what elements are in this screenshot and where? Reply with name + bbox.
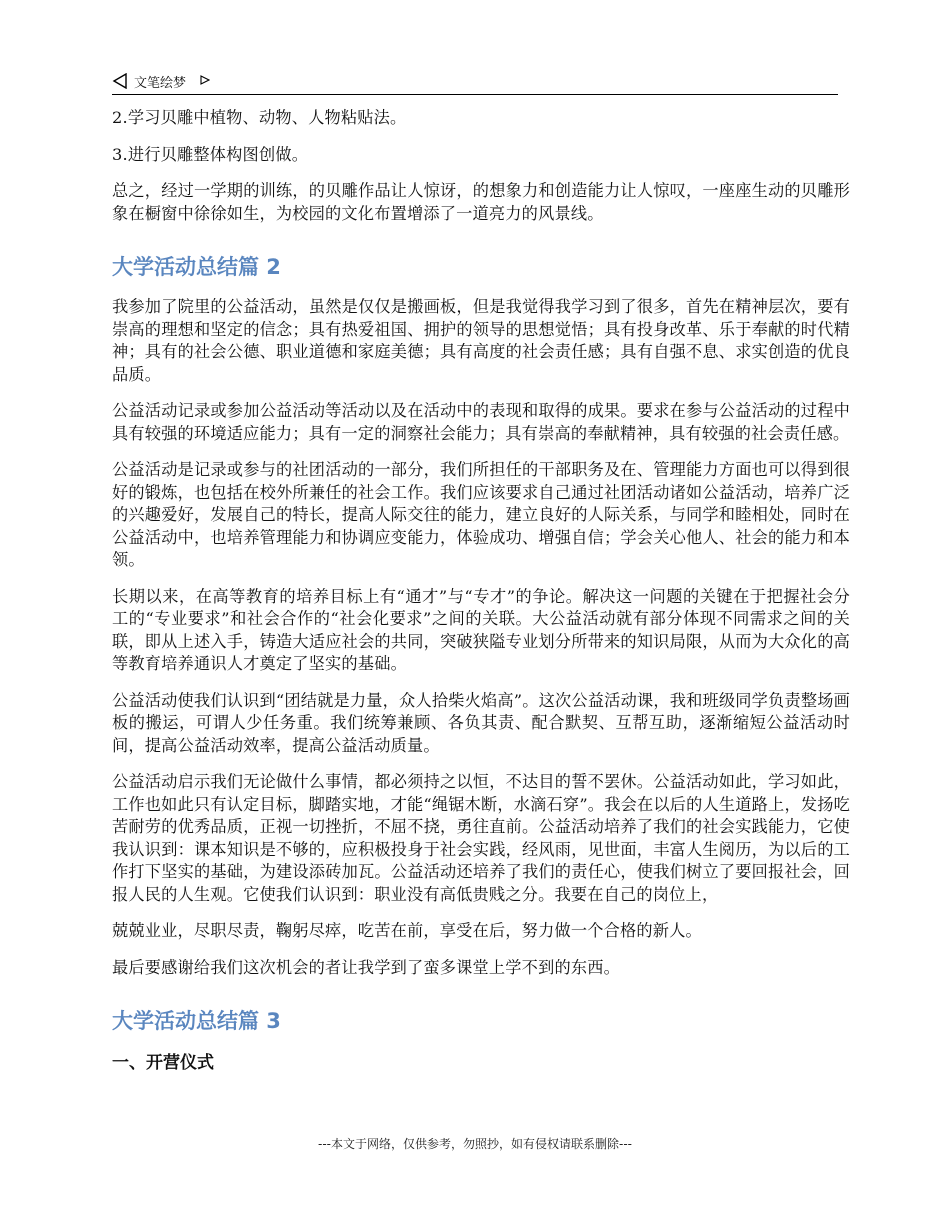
section-2-paragraph: 我参加了院里的公益活动，虽然是仅仅是搬画板，但是我觉得我学习到了很多，首先在精神层次，要有崇高的理想和坚定的信念；具有热爱祖国、拥护的领导的思想觉悟；具有投身改革、乐于奉献的时代精神；具有的社会公德、职业道德和家庭美德；具有高度的社会责任感；具有自强不息、求实创造的优良品质。 [112, 297, 850, 384]
section-2-title: 大学活动总结篇 2 [112, 255, 281, 279]
triangle-right-outline-icon [200, 75, 210, 85]
section-3-title: 大学活动总结篇 3 [112, 1009, 281, 1033]
intro-paragraph: 3.进行贝雕整体构图创做。 [112, 144, 309, 164]
section-2-paragraph: 公益活动启示我们无论做什么事情，都必须持之以恒，不达目的誓不罢休。公益活动如此，学习如此，工作也如此只有认定目标，脚踏实地，才能“绳锯木断，水滴石穿”。我会在以后的人生道路上，发扬吃苦耐劳的优秀品质，正视一切挫折，不屈不挠，勇往直前。公益活动培养了我们的社会实践能力，它使我认识到：课本知识是不够的，应积极投身于社会实践，经风雨，见世面，丰富人生阅历，为以后的工作打下坚实的基础，为建设添砖加瓦。公益活动还培养了我们的责任心，使我们树立了要回报社会，回报人民的人生观。它使我们认识到：职业没有高低贵贱之分。我要在自己的岗位上， [112, 772, 850, 904]
section-2-paragraph: 公益活动是记录或参与的社团活动的一部分，我们所担任的干部职务及在、管理能力方面也可以得到很好的锻炼，也包括在校外所兼任的社会工作。我们应该要求自己通过社团活动诸如公益活动，培养广泛的兴趣爱好，发展自己的特长，提高人际交往的能力，建立良好的人际关系，与同学和睦相处，同时在公益活动中，也培养管理能力和协调应变能力，体验成功、增强自信；学会关心他人、社会的能力和本领。 [112, 460, 850, 569]
footer-notice: ---本文于网络，仅供参考，勿照抄，如有侵权请联系删除--- [318, 1137, 632, 1151]
intro-paragraph: 2.学习贝雕中植物、动物、人物粘贴法。 [112, 108, 407, 127]
triangle-left-outline-icon [112, 73, 128, 89]
page-header [112, 70, 838, 95]
section-2-paragraph: 最后要感谢给我们这次机会的者让我学到了蛮多课堂上学不到的东西。 [112, 957, 621, 977]
section-2-paragraph: 长期以来，在高等教育的培养目标上有“通才”与“专才”的争论。解决这一问题的关键在于把握社会分工的“专业要求”和社会合作的“社会化要求”之间的关联。大公益活动就有部分体现不同需求之间的关联，即从上述入手，铸造大适应社会的共同，突破狭隘专业划分所带来的知识局限，从而为大众化的高等教育培养通识人才奠定了坚实的基础。 [112, 586, 850, 673]
section-2-paragraph: 兢兢业业，尽职尽责，鞠躬尽瘁，吃苦在前，享受在后，努力做一个合格的新人。 [112, 921, 702, 940]
section-2-paragraph: 公益活动记录或参加公益活动等活动以及在活动中的表现和取得的成果。要求在参与公益活动的过程中具有较强的环境适应能力；具有一定的洞察社会能力；具有崇高的奉献精神，具有较强的社会责任感。 [112, 401, 850, 443]
section-2-paragraph: 公益活动使我们认识到“团结就是力量，众人拾柴火焰高”。这次公益活动课，我和班级同学负责整场画板的搬运，可谓人少任务重。我们统筹兼顾、各负其责、配合默契、互帮互助，逐渐缩短公益活动时间，提高公益活动效率，提高公益活动质量。 [112, 690, 850, 755]
intro-paragraph: 总之，经过一学期的训练，的贝雕作品让人惊讶，的想象力和创造能力让人惊叹，一座座生动的贝雕形象在橱窗中徐徐如生，为校园的文化布置增添了一道亮力的风景线。 [112, 181, 850, 223]
section-3-subheading: 一、开营仪式 [112, 1053, 214, 1073]
brand-name: 文笔绘梦 [134, 76, 187, 91]
document-body [112, 107, 850, 1076]
